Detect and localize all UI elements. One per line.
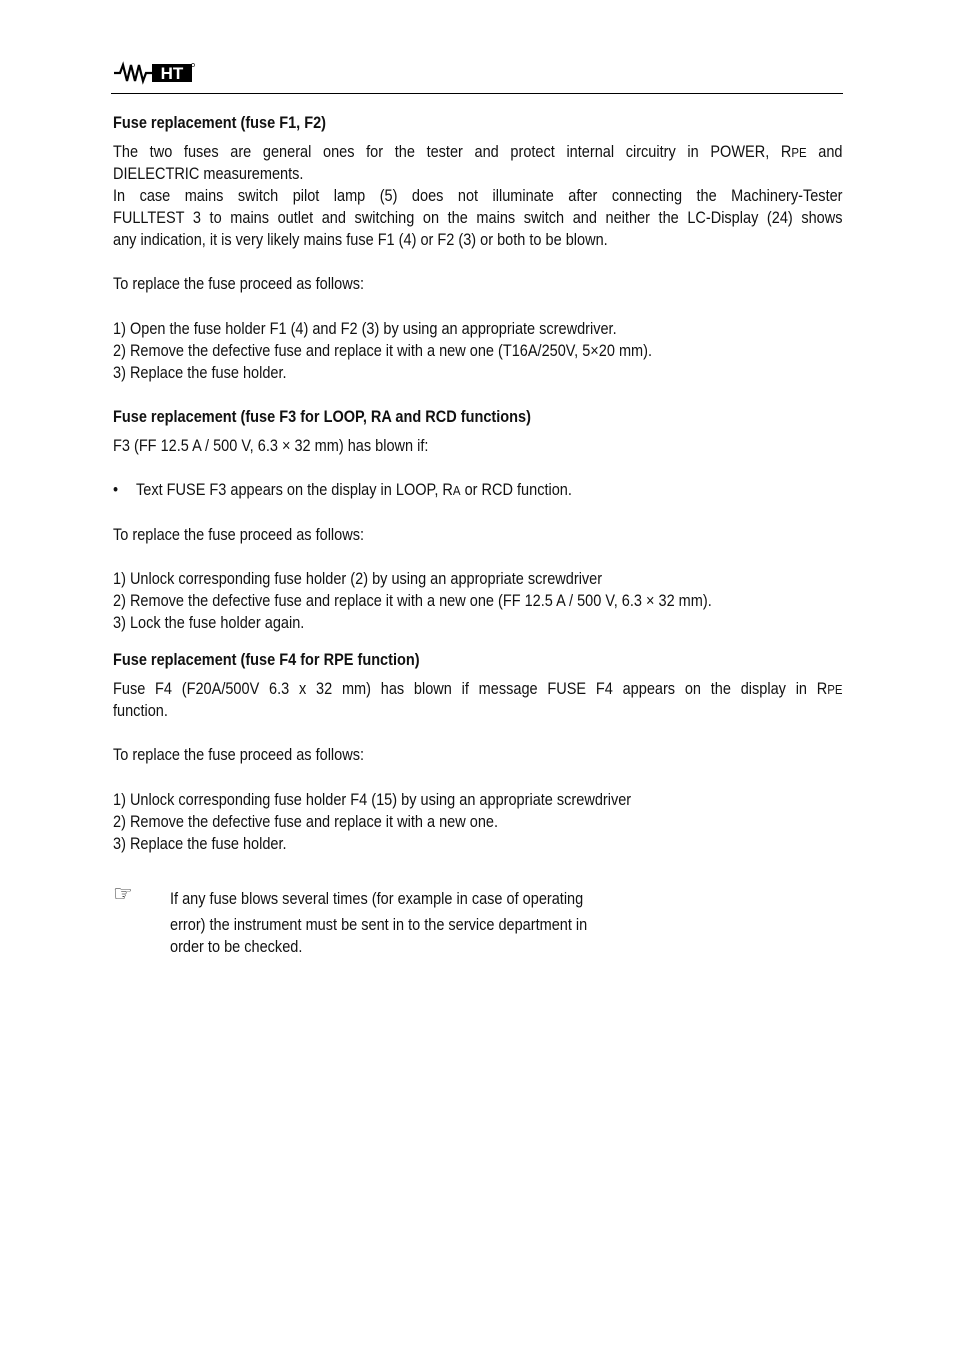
note-line-1: If any fuse blows several times (for example in case of operating xyxy=(170,890,584,908)
sec3-step-1: 1) Unlock corresponding fuse holder F4 (15) by using an appropriate screwdriver xyxy=(113,791,632,809)
sec3-paragraph-line2: function. xyxy=(113,702,168,720)
sec1-paragraph2-line2: FULLTEST 3 to mains outlet and switching on the mains switch and neither the LC-Display (24) shows xyxy=(113,209,843,227)
logo-text: HT xyxy=(160,64,184,83)
sec2-intro: F3 (FF 12.5 A / 500 V, 6.3 × 32 mm) has blown if: xyxy=(113,437,429,455)
subscript-pe: PE xyxy=(827,682,843,697)
sec2-step-3: 3) Lock the fuse holder again. xyxy=(113,614,305,632)
sec1-step-3: 3) Replace the fuse holder. xyxy=(113,364,287,382)
sec2-step-2: 2) Remove the defective fuse and replace it with a new one (FF 12.5 A / 500 V, 6.3 × 32 mm). xyxy=(113,592,712,610)
sec3-step-3: 3) Replace the fuse holder. xyxy=(113,835,287,853)
note-line-3: order to be checked. xyxy=(170,938,303,956)
sec1-paragraph2-line3: any indication, it is very likely mains fuse F1 (4) or F2 (3) or both to be blown. xyxy=(113,231,608,249)
sec3-step-2: 2) Remove the defective fuse and replace it with a new one. xyxy=(113,813,498,831)
sec2-step-1: 1) Unlock corresponding fuse holder (2) by using an appropriate screwdriver xyxy=(113,570,603,588)
sec1-proceed: To replace the fuse proceed as follows: xyxy=(113,275,365,293)
section-heading-f1-f2: Fuse replacement (fuse F1, F2) xyxy=(113,114,327,132)
sec1-paragraph1-line2: DIELECTRIC measurements. xyxy=(113,165,304,183)
sec1-step-1: 1) Open the fuse holder F1 (4) and F2 (3) by using an appropriate screwdriver. xyxy=(113,320,617,338)
subscript-a: A xyxy=(452,483,461,498)
sec3-paragraph-line1: Fuse F4 (F20A/500V 6.3 x 32 mm) has blown if message FUSE F4 appears on the display in RPE xyxy=(113,680,843,698)
note-line-2: error) the instrument must be sent in to the service department in xyxy=(170,916,588,934)
section-heading-f4: Fuse replacement (fuse F4 for RPE function) xyxy=(113,651,420,669)
sec2-bullet-text: Text FUSE F3 appears on the display in LOOP, RA or RCD function. xyxy=(136,481,572,499)
pointing-hand-icon: ☞ xyxy=(113,882,133,907)
sec1-paragraph1-line1: The two fuses are general ones for the tester and protect internal circuitry in POWER, RPE and xyxy=(113,143,843,161)
sec3-proceed: To replace the fuse proceed as follows: xyxy=(113,746,365,764)
sec1-paragraph2-line1: In case mains switch pilot lamp (5) does not illuminate after connecting the Machinery-Tester xyxy=(113,187,843,205)
section-heading-f3: Fuse replacement (fuse F3 for LOOP, RA and RCD functions) xyxy=(113,408,531,426)
ht-logo xyxy=(112,60,196,86)
sec2-proceed: To replace the fuse proceed as follows: xyxy=(113,526,365,544)
bullet-marker: • xyxy=(113,481,119,499)
sec1-step-2: 2) Remove the defective fuse and replace it with a new one (T16A/250V, 5×20 mm). xyxy=(113,342,653,360)
subscript-pe: PE xyxy=(791,145,807,160)
header-rule xyxy=(111,93,843,94)
